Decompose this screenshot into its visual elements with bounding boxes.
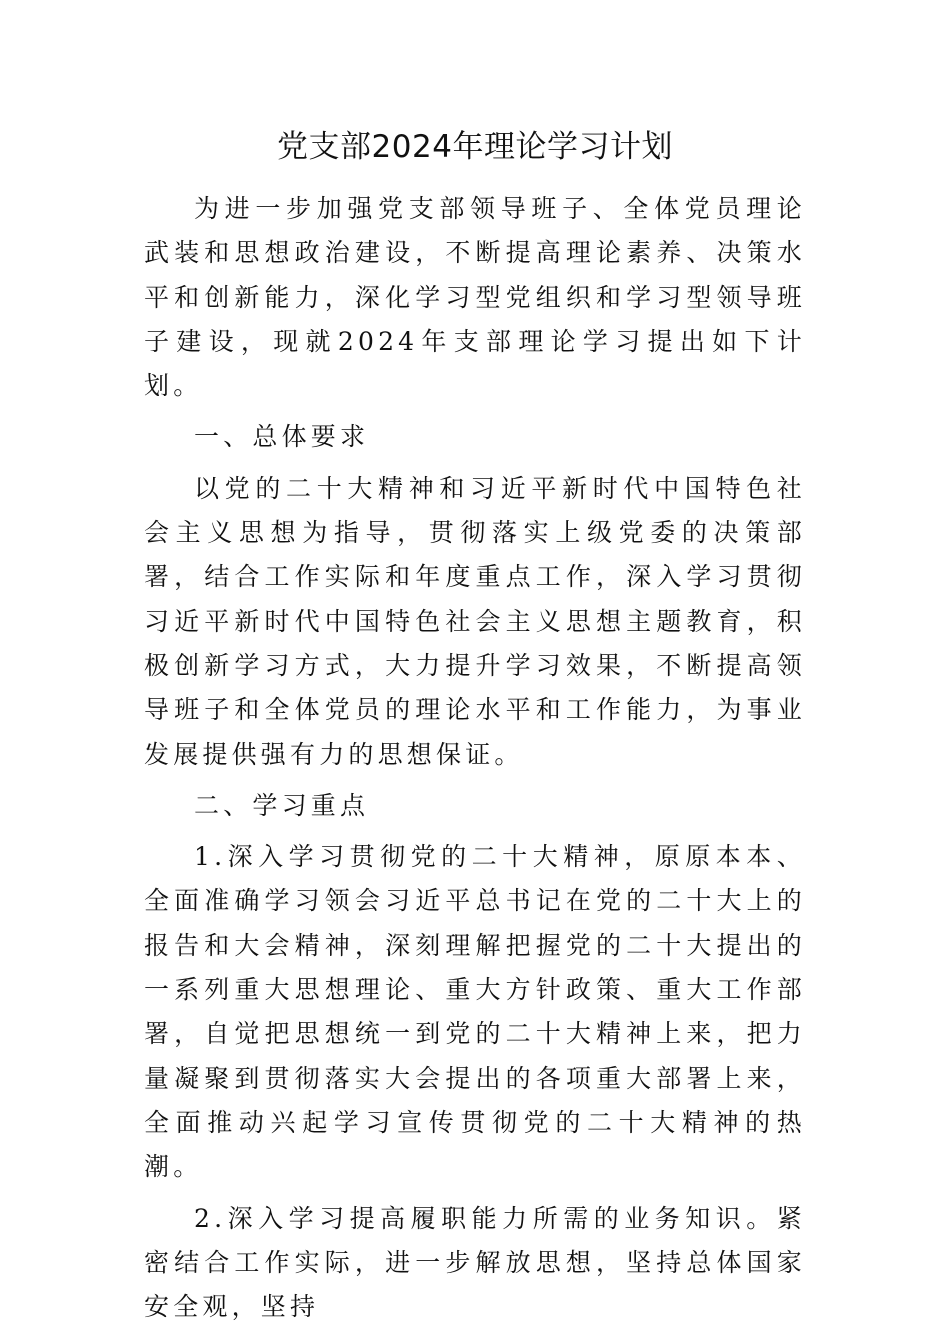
section-heading-study-focus: 二、学习重点 [194, 790, 370, 820]
document-title: 党支部2024年理论学习计划 [277, 129, 673, 165]
study-focus-item-1: 1.深入学习贯彻党的二十大精神，原原本本、全面准确学习领会习近平总书记在党的二十大上的报告和大会精神，深刻理解把握党的二十大提出的一系列重大思想理论、重大方针政策、重大工作部署，自觉把思想统一到党的二十大精神上来，把力量凝聚到贯彻落实大会提出的各项重大部署上来，全面推动兴起学习宣传贯彻党的二十大精神的热潮。 [144, 842, 806, 1182]
document-body [144, 187, 806, 1329]
study-focus-item-2: 2.深入学习提高履职能力所需的业务知识。紧密结合工作实际，进一步解放思想，坚持总体国家安全观，坚持 [144, 1203, 806, 1322]
section-heading-general-requirements: 一、总体要求 [194, 422, 370, 452]
general-requirements-paragraph: 以党的二十大精神和习近平新时代中国特色社会主义思想为指导，贯彻落实上级党委的决策部署，结合工作实际和年度重点工作，深入学习贯彻习近平新时代中国特色社会主义思想主题教育，积极创新学习方式，大力提升学习效果，不断提高领导班子和全体党员的理论水平和工作能力，为事业发展提供强有力的思想保证。 [144, 473, 806, 769]
intro-paragraph: 为进一步加强党支部领导班子、全体党员理论武装和思想政治建设，不断提高理论素养、决策水平和创新能力，深化学习型党组织和学习型领导班子建设，现就2024年支部理论学习提出如下计划。 [144, 194, 806, 401]
